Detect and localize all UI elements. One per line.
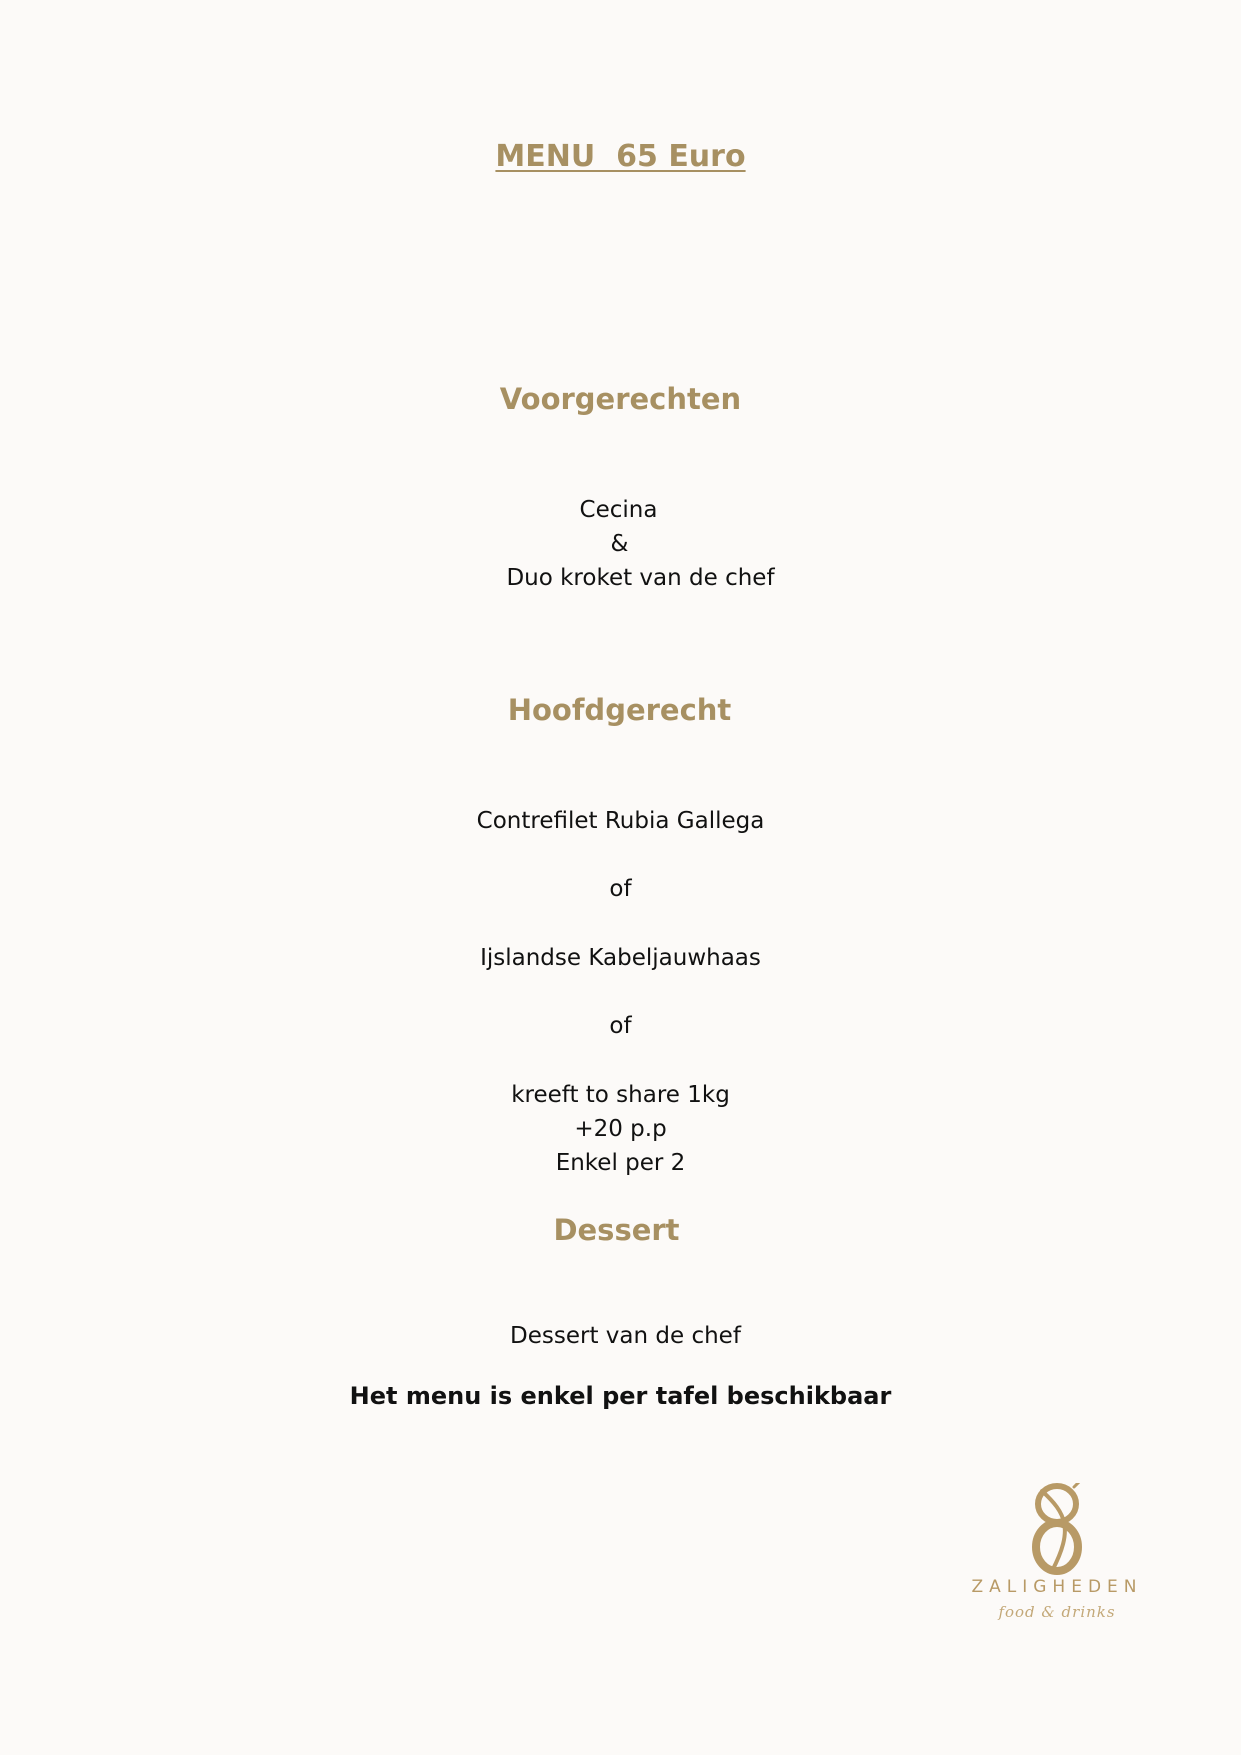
starter-item: Duo kroket van de chef: [506, 565, 775, 591]
starter-item: Cecina: [579, 497, 658, 523]
main-item-condition: Enkel per 2: [555, 1150, 686, 1176]
dessert-item: Dessert van de chef: [510, 1323, 741, 1349]
figure-eight-icon: [962, 1483, 1152, 1578]
main-item: Ijslandse Kabeljauwhaas: [480, 945, 761, 971]
brand-tagline: food & drinks: [998, 1603, 1116, 1621]
brand-name: ZALIGHEDEN: [971, 1577, 1143, 1597]
menu-title: MENU 65 Euro: [495, 139, 746, 174]
main-item-supplement: +20 p.p: [574, 1116, 667, 1142]
brand-logo: [962, 1483, 1152, 1633]
main-separator: of: [609, 876, 632, 902]
availability-note: Het menu is enkel per tafel beschikbaar: [349, 1382, 892, 1410]
main-separator: of: [609, 1013, 632, 1039]
main-item: kreeft to share 1kg: [511, 1082, 730, 1108]
main-item: Contrefilet Rubia Gallega: [476, 808, 765, 834]
section-heading-main: Hoofdgerecht: [507, 693, 732, 727]
starter-separator: &: [610, 531, 629, 557]
section-heading-starters: Voorgerechten: [499, 382, 742, 416]
section-heading-dessert: Dessert: [553, 1213, 680, 1247]
